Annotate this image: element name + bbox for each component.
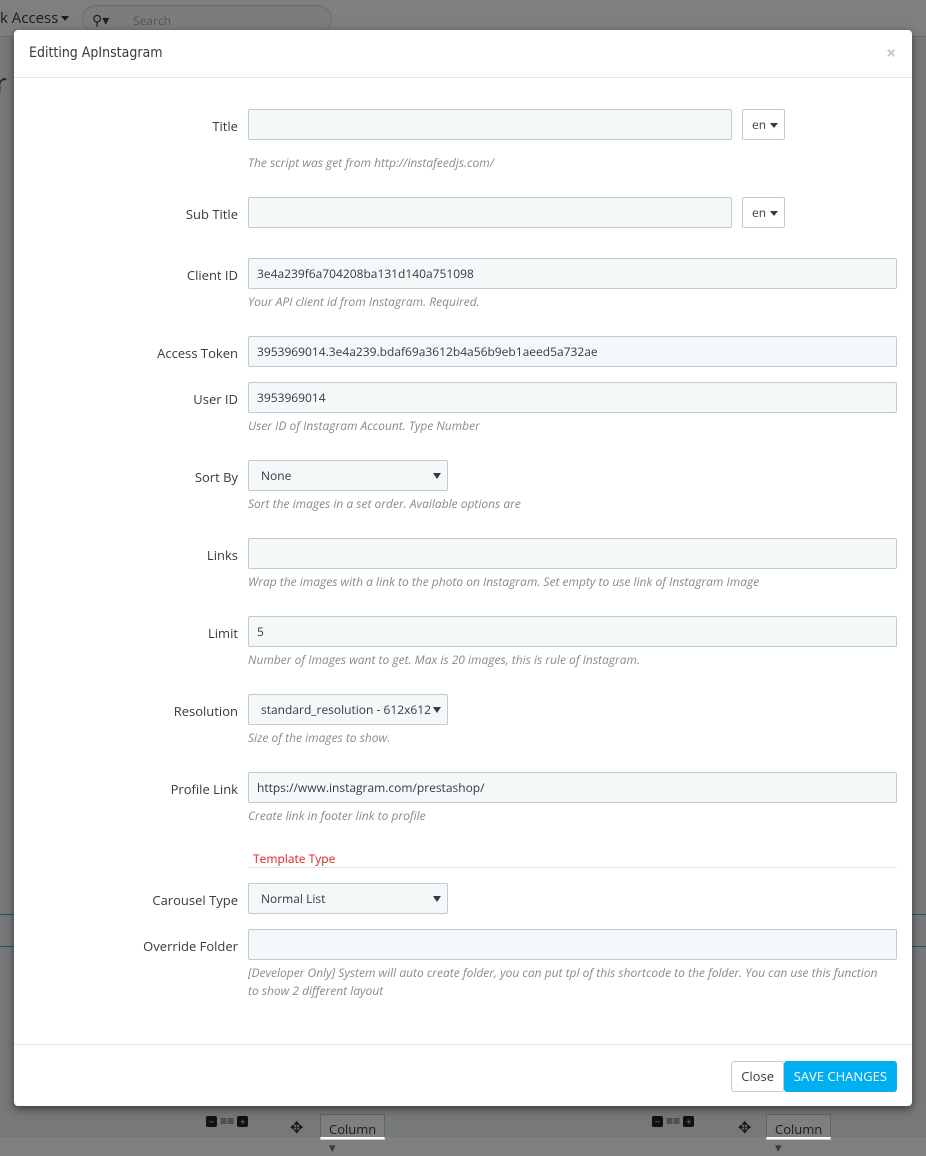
user-id-input[interactable]: 3953969014 xyxy=(248,382,897,413)
title-help: The script was get from http://instafeedjs.com/ xyxy=(248,154,494,171)
caret-down-icon xyxy=(770,211,778,216)
title-language-dropdown[interactable] xyxy=(742,109,785,140)
client-id-help: Your API client id from Instagram. Required. xyxy=(248,293,480,310)
column-dropdown-button[interactable]: ▾ xyxy=(766,1114,831,1140)
column-dropdown-button[interactable]: ▾ xyxy=(320,1114,385,1140)
dropdown-arrow-icon xyxy=(433,896,441,902)
resolution-select[interactable] xyxy=(248,694,448,725)
template-type-heading: Template Type xyxy=(253,850,336,867)
caret-down-icon xyxy=(770,123,778,128)
override-folder-help: [Developer Only] System will auto create folder, you can put tpl of this shortcode to the folder. You can use this function to show 2 different layout xyxy=(248,964,878,999)
client-id-label: Client ID xyxy=(186,266,238,284)
sort-by-value: None xyxy=(261,467,292,484)
resolution-value: standard_resolution - 612x612 xyxy=(261,701,431,718)
edit-instagram-modal xyxy=(14,30,912,1106)
title-input[interactable] xyxy=(248,109,732,140)
section-divider xyxy=(248,867,897,868)
override-folder-label: Override Folder xyxy=(143,937,238,955)
carousel-type-select[interactable] xyxy=(248,883,448,914)
access-token-input[interactable]: 3953969014.3e4a239.bdaf69a3612b4a56b9eb1aeed5a732ae xyxy=(248,336,897,367)
carousel-type-value: Normal List xyxy=(261,890,326,907)
profile-link-label: Profile Link xyxy=(170,780,238,798)
user-id-label: User ID xyxy=(193,390,238,408)
modal-footer xyxy=(14,1044,912,1106)
carousel-type-label: Carousel Type xyxy=(152,891,238,909)
modal-header xyxy=(14,30,912,78)
resolution-label: Resolution xyxy=(173,702,238,720)
language-code: en xyxy=(752,116,767,133)
sub-title-label: Sub Title xyxy=(185,205,238,223)
sort-by-help: Sort the images in a set order. Available options are xyxy=(248,495,521,512)
save-changes-button[interactable]: SAVE CHANGES xyxy=(784,1061,897,1092)
links-input[interactable] xyxy=(248,538,897,569)
profile-link-help: Create link in footer link to profile xyxy=(248,807,426,824)
links-help: Wrap the images with a link to the photo on Instagram. Set empty to use link of Instagram Image xyxy=(248,573,760,590)
dropdown-arrow-icon xyxy=(433,473,441,479)
language-code: en xyxy=(752,204,767,221)
sub-title-language-dropdown[interactable] xyxy=(742,197,785,228)
sort-by-select[interactable] xyxy=(248,460,448,491)
modal-title: Editting ApInstagram xyxy=(29,45,163,61)
links-label: Links xyxy=(206,546,238,564)
resolution-help: Size of the images to show. xyxy=(248,729,391,746)
dropdown-arrow-icon xyxy=(433,707,441,713)
sort-by-label: Sort By xyxy=(194,468,238,486)
limit-label: Limit xyxy=(207,624,238,642)
sub-title-input[interactable] xyxy=(248,197,732,228)
access-token-label: Access Token xyxy=(157,344,238,362)
title-label: Title xyxy=(212,117,238,135)
override-folder-input[interactable] xyxy=(248,929,897,960)
close-icon[interactable]: × xyxy=(886,41,896,64)
limit-help: Number of Images want to get. Max is 20 images, this is rule of Instagram. xyxy=(248,651,640,668)
client-id-input[interactable]: 3e4a239f6a704208ba131d140a751098 xyxy=(248,258,897,289)
user-id-help: User ID of Instagram Account. Type Number xyxy=(248,417,480,434)
profile-link-input[interactable]: https://www.instagram.com/prestashop/ xyxy=(248,772,897,803)
limit-input[interactable]: 5 xyxy=(248,616,897,647)
close-button[interactable]: Close xyxy=(731,1061,784,1092)
